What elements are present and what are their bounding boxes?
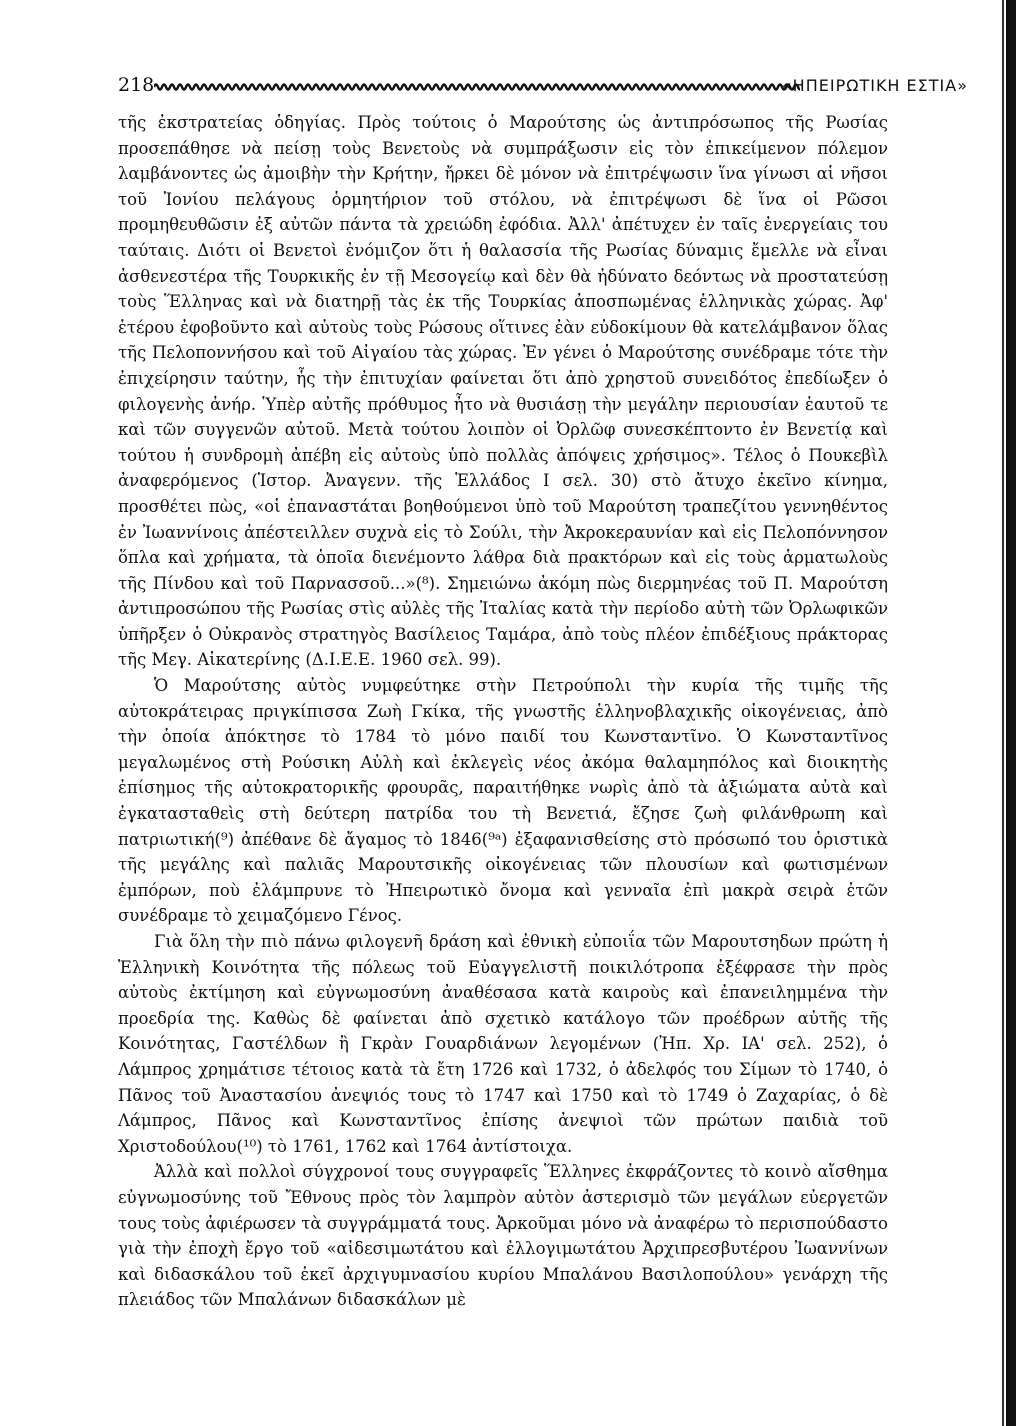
paragraph: Ὁ Μαρούτσης αὐτὸς νυμφεύτηκε στὴν Πετρούπολι τὴν κυρία τῆς τιμῆς τῆς αὐτοκράτειρας πριγκίπισσα Ζωὴ Γκίκα, τῆς γνωστῆς ἑλληνοβλαχικῆς οἰκογένειας, ἀπὸ τὴν ὁποία ἀπόκτησε τὸ 1784 τὸ μόνο παιδί του Κωνσταντῖνο. Ὁ Κωνσταντῖνος μεγαλωμένος στὴ Ρούσικη Αὐλὴ καὶ ἐκλεγεὶς νέος ἀκόμα θαλαμηπόλος καὶ διοικητὴς ἐπίσημος τῆς αὐτοκρατορικῆς φρουρᾶς, παραιτήθηκε νωρὶς ἀπὸ τὰ ἀξιώματα αὐτὰ καὶ ἐγκατασταθεὶς στὴ δεύτερη πατρίδα του τὴ Βενετιά, ἔζησε ζωὴ φιλάνθρωπη καὶ πατριωτική(⁹) ἀπέθανε δὲ ἄγαμος τὸ 1846(⁹ᵃ) ἐξαφανισθείσης στὸ πρόσωπό του ὁριστικὰ τῆς μεγάλης καὶ παλιᾶς Μαρουτσικῆς οἰκογένειας τῶν πλουσίων καὶ φωτισμένων ἐμπόρων, ποὺ ἐλάμπρυνε τὸ Ἠπειρωτικὸ ὄνομα καὶ γενναῖα ἐπὶ μακρὰ σειρὰ ἐτῶν συνέδραμε τὸ χειμαζόμενο Γένος. bbox=[118, 676, 888, 926]
scan-edge-shadow bbox=[1006, 0, 1016, 1426]
scan-edge-line bbox=[1002, 0, 1004, 1426]
wavy-rule-ornament bbox=[154, 80, 800, 94]
page-number: 218 bbox=[118, 74, 155, 96]
paragraph: Ἀλλὰ καὶ πολλοὶ σύγχρονοί τους συγγραφεῖς Ἕλληνες ἐκφράζοντες τὸ κοινὸ αἴσθημα εὐγνωμοσύνης τοῦ Ἔθνους πρὸς τὸν λαμπρὸν αὐτὸν ἀστερισμὸ τῶν μεγάλων εὐεργετῶν τους τοὺς ἀφιέρωσεν τὰ συγγράμματά τους. Ἀρκοῦμαι μόνο νὰ ἀναφέρω τὸ περισπούδαστο γιὰ τὴν ἐποχὴ ἔργο τοῦ «αἰδεσιμωτάτου καὶ ἐλλογιμωτάτου Ἀρχιπρεσβυτέρου Ἰωαννίνων καὶ διδασκάλου τοῦ ἐκεῖ ἀρχιγυμνασίου κυρίου Μπαλάνου Βασιλοπούλου» γενάρχη τῆς πλειάδος τῶν Μπαλάνων διδασκάλων μὲ bbox=[118, 1162, 888, 1310]
paragraph: Γιὰ ὅλη τὴν πιὸ πάνω φιλογενῆ δράση καὶ ἐθνικὴ εὐποιΐα τῶν Μαρουτσηδων πρώτη ἡ Ἑλληνικὴ Κοινότητα τῆς πόλεως τοῦ Εὐαγγελιστῆ ποικιλότροπα ἐξέφρασε τὴν πρὸς αὐτοὺς ἐκτίμηση καὶ εὐγνωμοσύνη ἀναθέσασα κατὰ καιροὺς καὶ ἐπανειλημμένα τὴν προεδρία της. Καθὼς δὲ φαίνεται ἀπὸ σχετικὸ κατάλογο τῶν προέδρων αὐτῆς τῆς Κοινότητας, Γαστέλδων ἢ Γκρὰν Γουαρδιάνων λεγομένων (Ἠπ. Χρ. ΙΑ' σελ. 252), ὁ Λάμπρος χρημάτισε τέτοιος κατὰ τὰ ἔτη 1726 καὶ 1732, ὁ ἀδελφός του Σίμων τὸ 1740, ὁ Πᾶνος τοῦ Ἀναστασίου ἀνεψιός τους τὸ 1747 καὶ 1750 καὶ τὸ 1749 ὁ Ζαχαρίας, ὁ δὲ Λάμπρος, Πᾶνος καὶ Κωνσταντῖνος ἐπίσης ἀνεψιοὶ τῶν πρώτων παιδιὰ τοῦ Χριστοδούλου(¹⁰) τὸ 1761, 1762 καὶ 1764 ἀντίστοιχα. bbox=[118, 932, 888, 1156]
body-text bbox=[118, 110, 888, 1313]
paragraph: τῆς ἐκστρατείας ὁδηγίας. Πρὸς τούτοις ὁ Μαρούτσης ὡς ἀντιπρόσωπος τῆς Ρωσίας προσεπάθησε νὰ πείσῃ τοὺς Βενετοὺς νὰ συμπράξωσιν εἰς τὸν ἐπικείμενον πόλεμον λαμβάνοντες ὡς ἀμοιβὴν τὴν Κρήτην, ἤρκει δὲ μόνον νὰ ἐπιτρέψωσιν ἵνα γίνωσι αἱ νῆσοι τοῦ Ἰονίου πελάγους ὁρμητήριον τοῦ στόλου, νὰ ἐπιτρέψωσι δὲ ἵνα οἱ Ρῶσοι προμηθευθῶσιν ἐξ αὐτῶν πάντα τὰ χρειώδη ἐφόδια. Ἀλλ' ἀπέτυχεν ἐν ταῖς ἐνεργείαις του ταύταις. Διότι οἱ Βενετοὶ ἐνόμιζον ὅτι ἡ θαλασσία τῆς Ρωσίας δύναμις ἔμελλε νὰ εἶναι ἀσθενεστέρα τῆς Τουρκικῆς ἐν τῇ Μεσογείῳ καὶ δὲν θὰ ἠδύνατο δεόντως νὰ προστατεύσῃ τοὺς Ἕλληνας καὶ νὰ διατηρῇ τὰς ἐκ τῆς Τουρκίας ἀποσπωμένας ἑλληνικὰς χώρας. Ἀφ' ἑτέρου ἐφοβοῦντο καὶ αὐτοὺς τοὺς Ρώσους οἵτινες ἐὰν εὐδοκίμουν θὰ κατελάμβανον ὅλας τῆς Πελοποννήσου καὶ τοῦ Αἰγαίου τὰς χώρας. Ἐν γένει ὁ Μαρούτσης συνέδραμε τότε τὴν ἐπιχείρησιν ταύτην, ἧς τὴν ἐπιτυχίαν φαίνεται ὅτι ἀπὸ χρηστοῦ συνειδότος ἐπεδίωξεν ὁ φιλογενὴς ἀνήρ. Ὑπὲρ αὐτῆς πρόθυμος ἦτο νὰ θυσιάσῃ τὴν μεγάλην περιουσίαν ἑαυτοῦ τε καὶ τῶν συγγενῶν αὐτοῦ. Μετὰ τούτου λοιπὸν οἱ Ὀρλῶφ συνεσκέπτοντο ἐν Βενετίᾳ καὶ τούτου ἡ συνδρομὴ ἀπέβη εἰς αὐτοὺς ὑπὸ πολλὰς ἀπόψεις χρήσιμος». Τέλος ὁ Πουκεβὶλ ἀναφερόμενος (Ἱστορ. Ἀναγενν. τῆς Ἑλλάδος Ι σελ. 30) στὸ ἄτυχο ἐκεῖνο κίνημα, προσθέτει πὼς, «οἱ ἐπαναστάται βοηθούμενοι ὑπὸ τοῦ Μαρούτση τραπεζίτου γεννηθέντος ἐν Ἰωαννίνοις ἀπέστειλλεν συχνὰ εἰς τὸ Σούλι, τὴν Ἀκροκεραυνίαν καὶ εἰς Πελοπόννησον ὅπλα καὶ χρήματα, τὰ ὁποῖα διενέμοντο λάθρα διὰ πρακτόρων καὶ εἰς τοὺς ἁρματωλοὺς τῆς Πίνδου καὶ τοῦ Παρνασσοῦ...»(⁸). Σημειώνω ἀκόμη πὼς διερμηνέας τοῦ Π. Μαρούτση ἀντιπροσώπου τῆς Ρωσίας στὶς αὐλὲς τῆς Ἰταλίας κατὰ τὴν περίοδο αὐτὴ τῶν Ὀρλωφικῶν ὑπῆρξεν ὁ Οὐκρανὸς στρατηγὸς Βασίλειος Ταμάρα, ἀπὸ τοὺς πλέον ἐπιδέξιους πράκτορας τῆς Μεγ. Αἰκατερίνης (Δ.Ι.Ε.Ε. 1960 σελ. 99). bbox=[118, 113, 888, 670]
running-header bbox=[118, 72, 968, 104]
journal-title: «ΗΠΕΙΡΩΤΙΚΗ ΕΣΤΙΑ» bbox=[781, 76, 968, 95]
